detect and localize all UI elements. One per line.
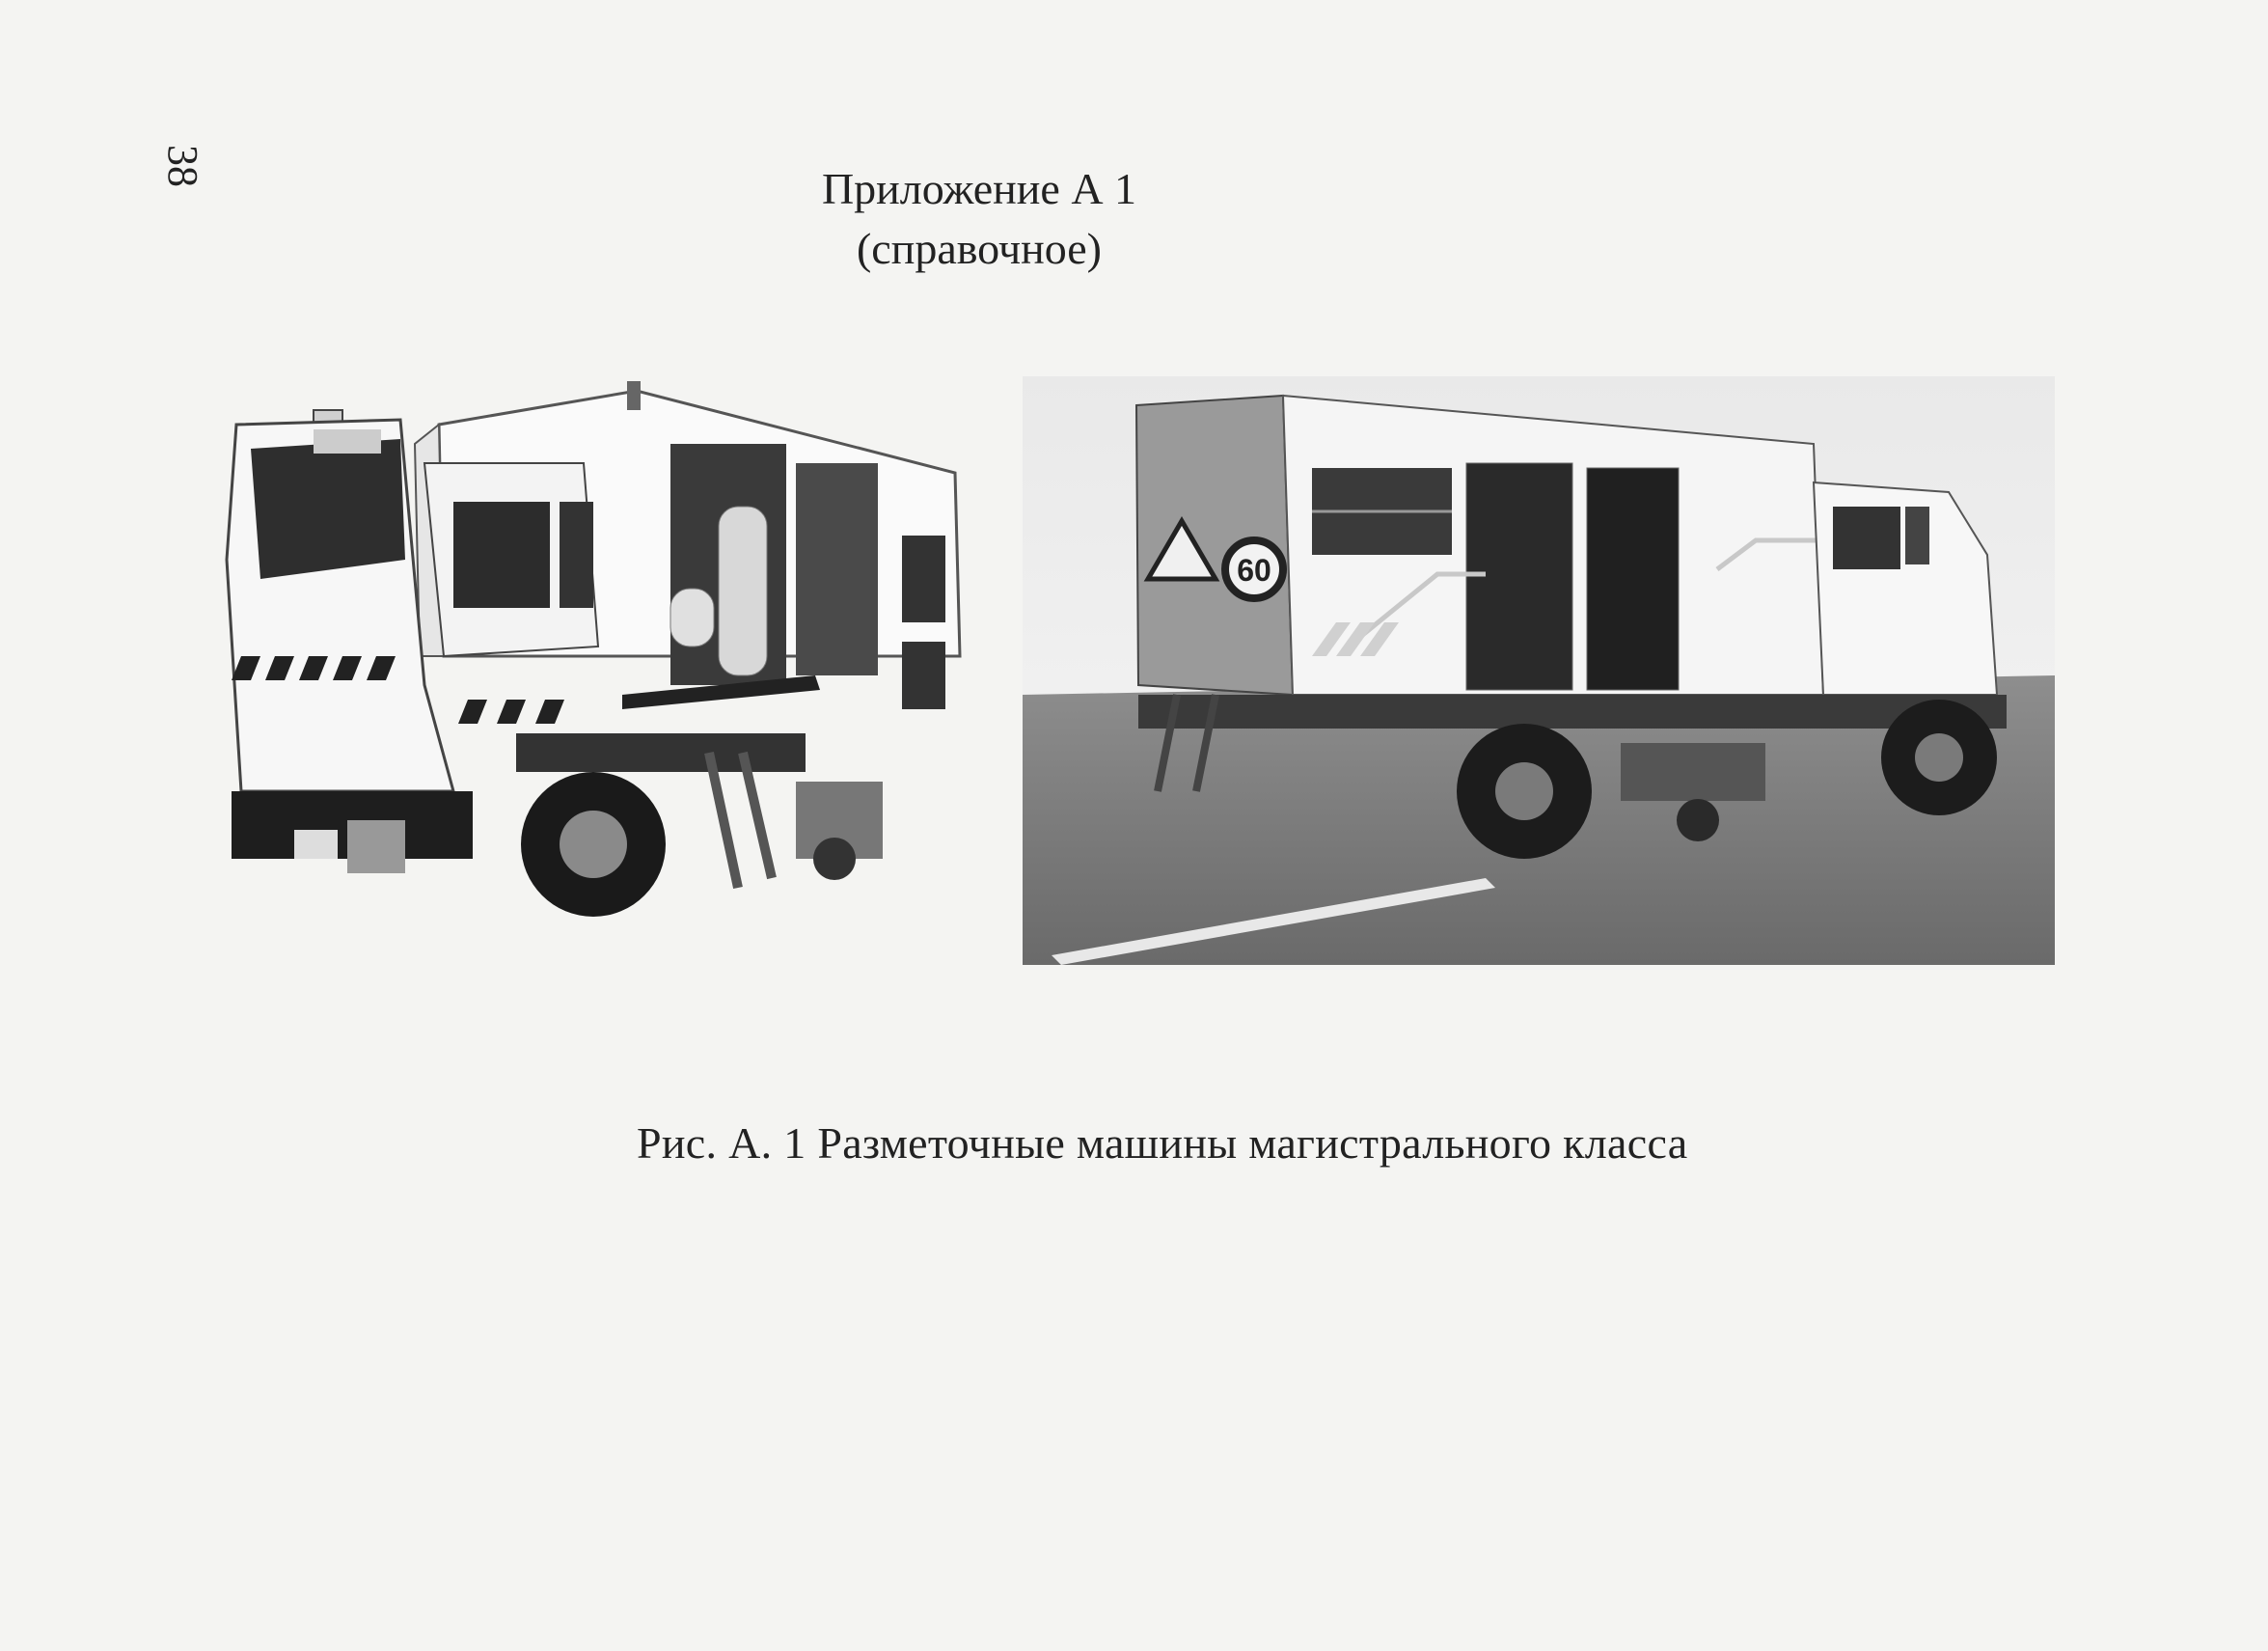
appendix-subtitle: (справочное) [856, 224, 1103, 273]
appendix-heading [0, 159, 1958, 279]
photo-marking-truck-left [217, 367, 970, 955]
speed-sign-text: 60 [1237, 553, 1271, 588]
photo-marking-truck-right [1023, 376, 2055, 965]
page-number: 38 [159, 145, 206, 187]
figure-caption: Рис. А. 1 Разметочные машины магистрального класса [637, 1118, 1688, 1168]
appendix-title: Приложение А 1 [821, 164, 1137, 213]
